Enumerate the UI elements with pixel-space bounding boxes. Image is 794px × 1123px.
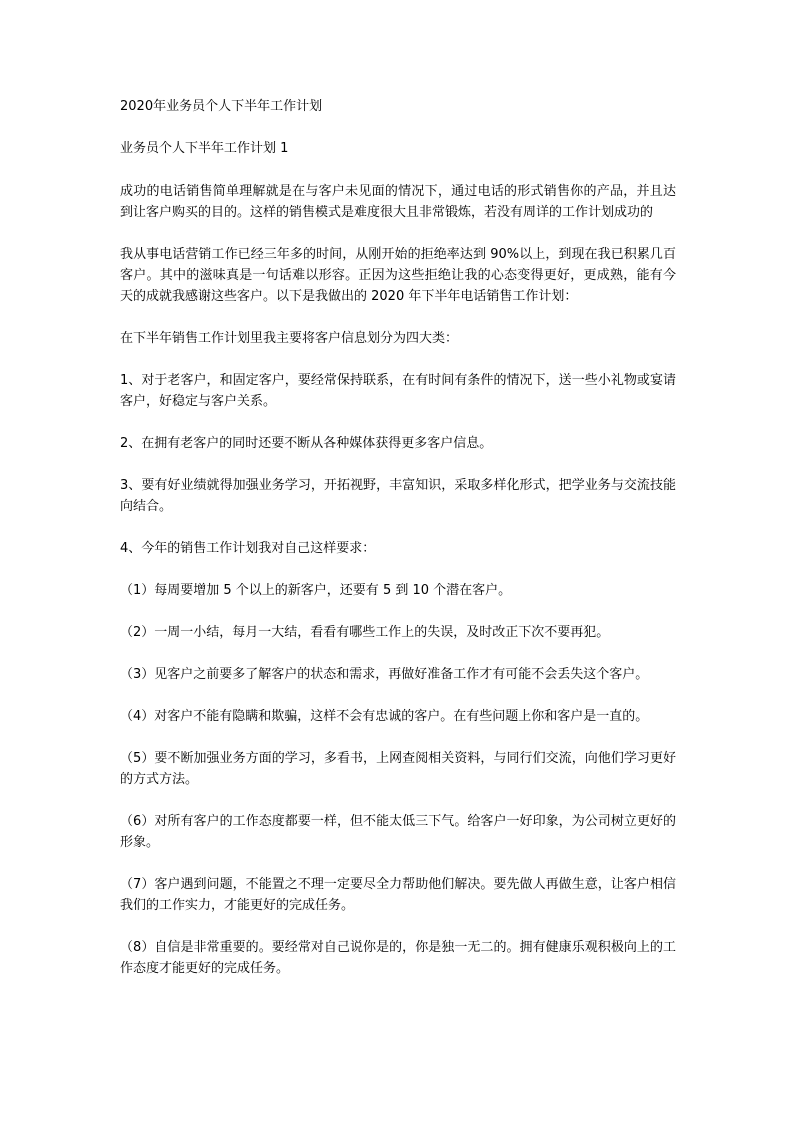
paragraph-item-1: 1、对于老客户，和固定客户，要经常保持联系，在有时间有条件的情况下，送一些小礼物或宴请客户，好稳定与客户关系。 (120, 373, 676, 409)
paragraph-subitem-4: （4）对客户不能有隐瞒和欺骗，这样不会有忠诚的客户。在有些问题上你和客户是一直的。 (120, 709, 649, 724)
paragraph-intro: 成功的电话销售简单理解就是在与客户未见面的情况下，通过电话的形式销售你的产品，并且达到让客户购买的目的。这样的销售模式是难度很大且非常锻炼，若没有周详的工作计划成功的 (120, 184, 676, 220)
paragraph-subitem-3: （3）见客户之前要多了解客户的状态和需求，再做好准备工作才有可能不会丢失这个客户。 (120, 667, 649, 682)
paragraph-subitem-2: （2）一周一小结，每月一大结，看看有哪些工作上的失误，及时改正下次不要再犯。 (120, 625, 610, 640)
paragraph-item-3: 3、要有好业绩就得加强业务学习，开拓视野，丰富知识，采取多样化形式，把学业务与交流技能向结合。 (120, 478, 676, 514)
paragraph-subitem-5: （5）要不断加强业务方面的学习，多看书，上网查阅相关资料，与同行们交流，向他们学习更好的方式方法。 (120, 751, 676, 787)
paragraph-subitem-6: （6）对所有客户的工作态度都要一样，但不能太低三下气。给客户一好印象，为公司树立更好的形象。 (120, 814, 676, 850)
section-heading: 业务员个人下半年工作计划 1 (120, 141, 289, 156)
paragraph-experience: 我从事电话营销工作已经三年多的时间，从刚开始的拒绝率达到 90%以上，到现在我已积累几百客户。其中的滋味真是一句话难以形容。正因为这些拒绝让我的心态变得更好，更成熟，能有今天的成就我感谢这些客户。以下是我做出的 2020 年下半年电话销售工作计划： (120, 247, 676, 304)
paragraph-subitem-8: （8）自信是非常重要的。要经常对自己说你是的，你是独一无二的。拥有健康乐观积极向上的工作态度才能更好的完成任务。 (120, 940, 676, 976)
paragraph-plan-overview: 在下半年销售工作计划里我主要将客户信息划分为四大类： (120, 331, 459, 346)
paragraph-subitem-7: （7）客户遇到问题，不能置之不理一定要尽全力帮助他们解决。要先做人再做生意，让客户相信我们的工作实力，才能更好的完成任务。 (120, 877, 676, 913)
paragraph-item-2: 2、在拥有老客户的同时还要不断从各种媒体获得更多客户信息。 (120, 436, 493, 451)
paragraph-item-4: 4、今年的销售工作计划我对自己这样要求： (120, 541, 376, 556)
paragraph-subitem-1: （1）每周要增加 5 个以上的新客户，还要有 5 到 10 个潜在客户。 (120, 583, 512, 598)
document-title: 2020年业务员个人下半年工作计划 (120, 99, 323, 114)
document-body (120, 97, 676, 1000)
